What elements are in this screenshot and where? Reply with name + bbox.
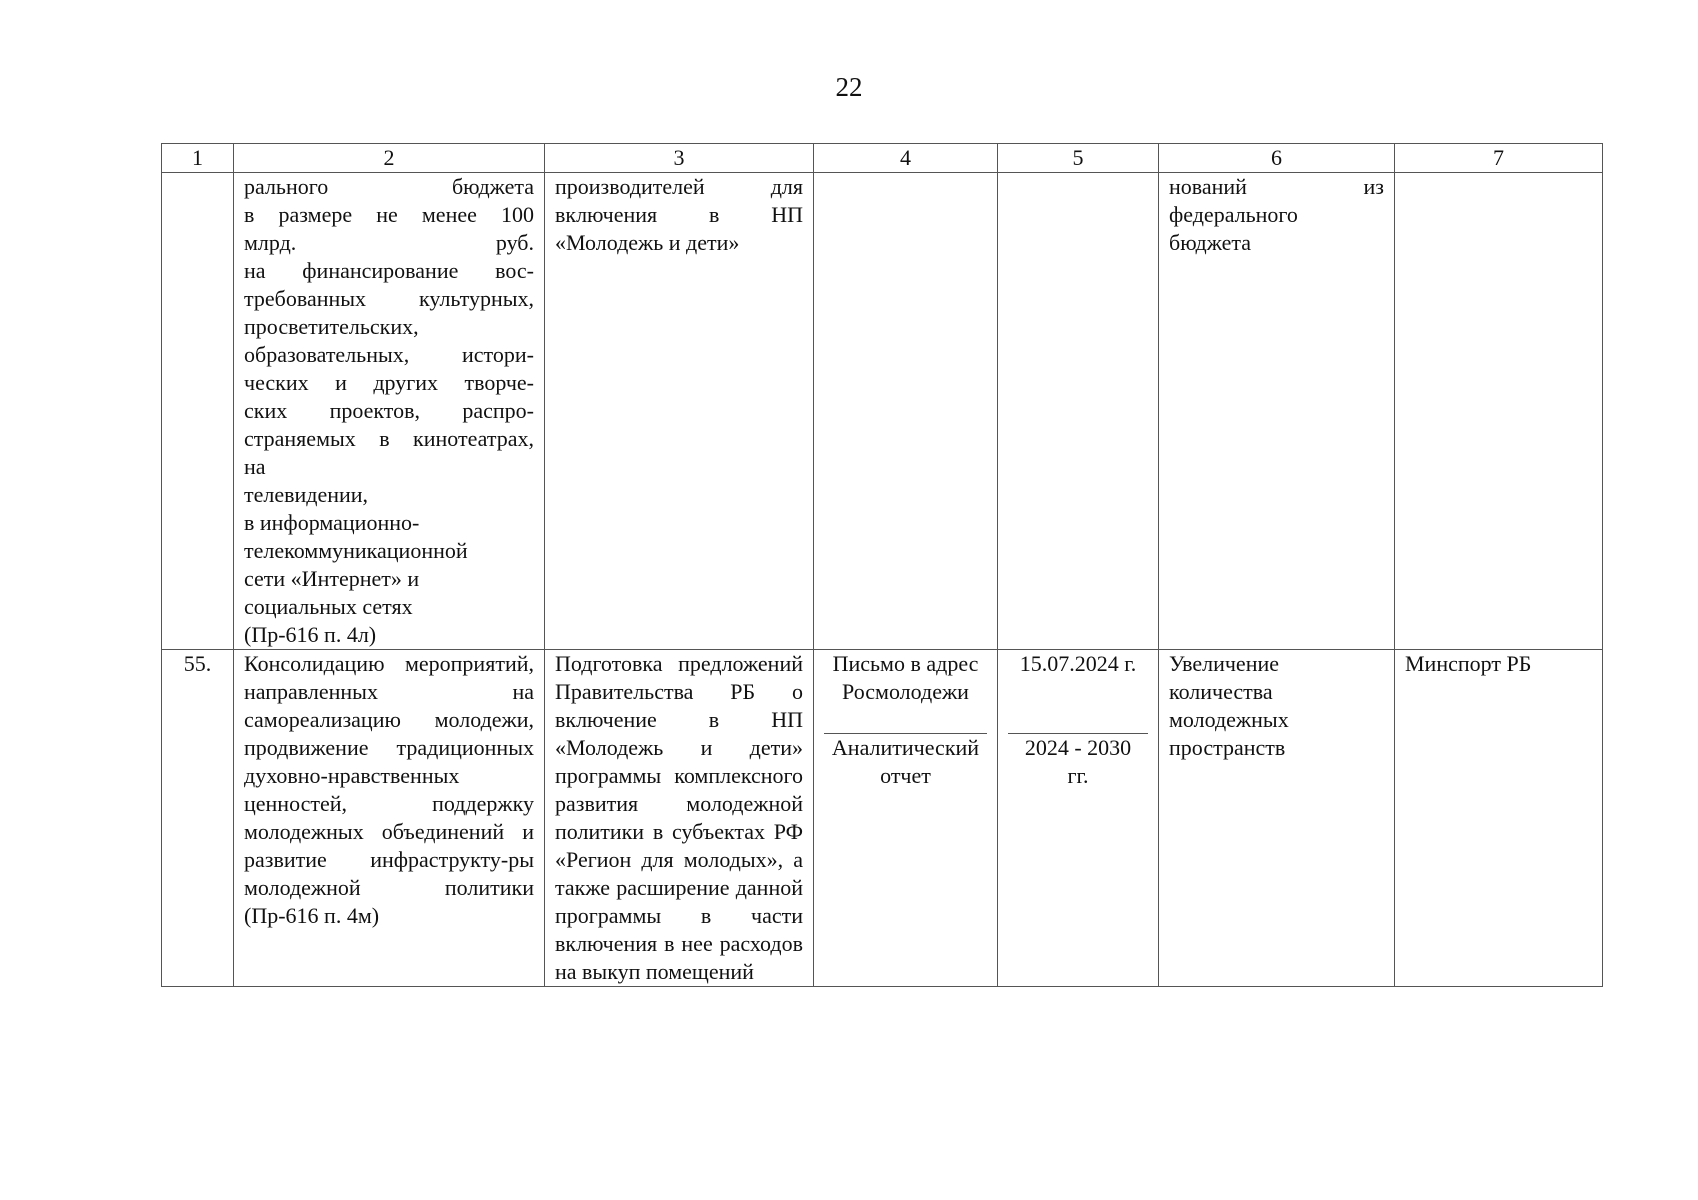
header-row xyxy=(162,144,1603,173)
page-number: 22 xyxy=(835,72,863,102)
column-header-4: 4 xyxy=(814,144,998,173)
text-line: млрд. руб. xyxy=(244,230,534,255)
text-line: требованных культурных, xyxy=(244,286,534,311)
text-line: рального бюджета xyxy=(244,174,534,199)
text-line: страняемых в кинотеатрах, xyxy=(244,426,534,451)
row-number-cell xyxy=(162,173,234,650)
column-header-6: 6 xyxy=(1159,144,1395,173)
document-type-letter: Письмо в адрес Росмолодежи xyxy=(824,650,987,734)
document-type-cell xyxy=(814,173,998,650)
text-line: социальных сетях xyxy=(244,594,413,619)
text-line: образовательных, истори- xyxy=(244,342,534,367)
result-cell: нований из федерального бюджета xyxy=(1159,173,1395,650)
text-line: сети «Интернет» и xyxy=(244,566,420,591)
action-cell: Подготовка предложений Правительства РБ о включение в НП «Молодежь и дети» программы комплексного развития молодежной политики в субъектах РФ «Регион для молодых», а также расширение данной программы в части включения в нее расходов на выкуп помещений xyxy=(545,650,814,987)
table-row-continuation xyxy=(162,173,1603,650)
action-cell: производителей для включения в НП «Молодежь и дети» xyxy=(545,173,814,650)
text-line: телекоммуникационной xyxy=(244,538,468,563)
deadline-letter: 15.07.2024 г. xyxy=(1008,650,1148,734)
column-header-5: 5 xyxy=(998,144,1159,173)
document-table xyxy=(161,143,1603,987)
deadline-cell xyxy=(998,173,1159,650)
text-line: (Пр-616 п. 4л) xyxy=(244,622,377,647)
measure-cell: Консолидацию мероприятий, направленных на самореализацию молодежи, продвижение традиционных духовно-нравственных ценностей, поддержку молодежных объединений и развитие инфраструкту-ры молодежной политики (Пр-616 п. 4м) xyxy=(234,650,545,987)
text-line: телевидении, xyxy=(244,482,369,507)
text-line: ческих и других творче- xyxy=(244,370,534,395)
text-line: на xyxy=(244,454,266,479)
responsible-cell: Минспорт РБ xyxy=(1395,650,1603,987)
deadline-cell xyxy=(998,650,1159,987)
text-line: ских проектов, распро- xyxy=(244,398,534,423)
column-header-2: 2 xyxy=(234,144,545,173)
column-header-1: 1 xyxy=(162,144,234,173)
text-line: на финансирование вос- xyxy=(244,258,534,283)
measure-cell xyxy=(234,173,545,650)
column-header-7: 7 xyxy=(1395,144,1603,173)
row-number-cell: 55. xyxy=(162,650,234,987)
column-header-3: 3 xyxy=(545,144,814,173)
text-line: просветительских, xyxy=(244,314,419,339)
deadline-report: 2024 - 2030 гг. xyxy=(1024,735,1132,788)
text-line: в информационно- xyxy=(244,510,420,535)
document-type-report: Аналитический отчет xyxy=(831,735,980,788)
document-type-cell xyxy=(814,650,998,987)
text-line: в размере не менее 100 xyxy=(244,202,534,227)
responsible-cell xyxy=(1395,173,1603,650)
result-cell: Увеличение количества молодежных пространств xyxy=(1159,650,1395,987)
table-row-55 xyxy=(162,650,1603,987)
